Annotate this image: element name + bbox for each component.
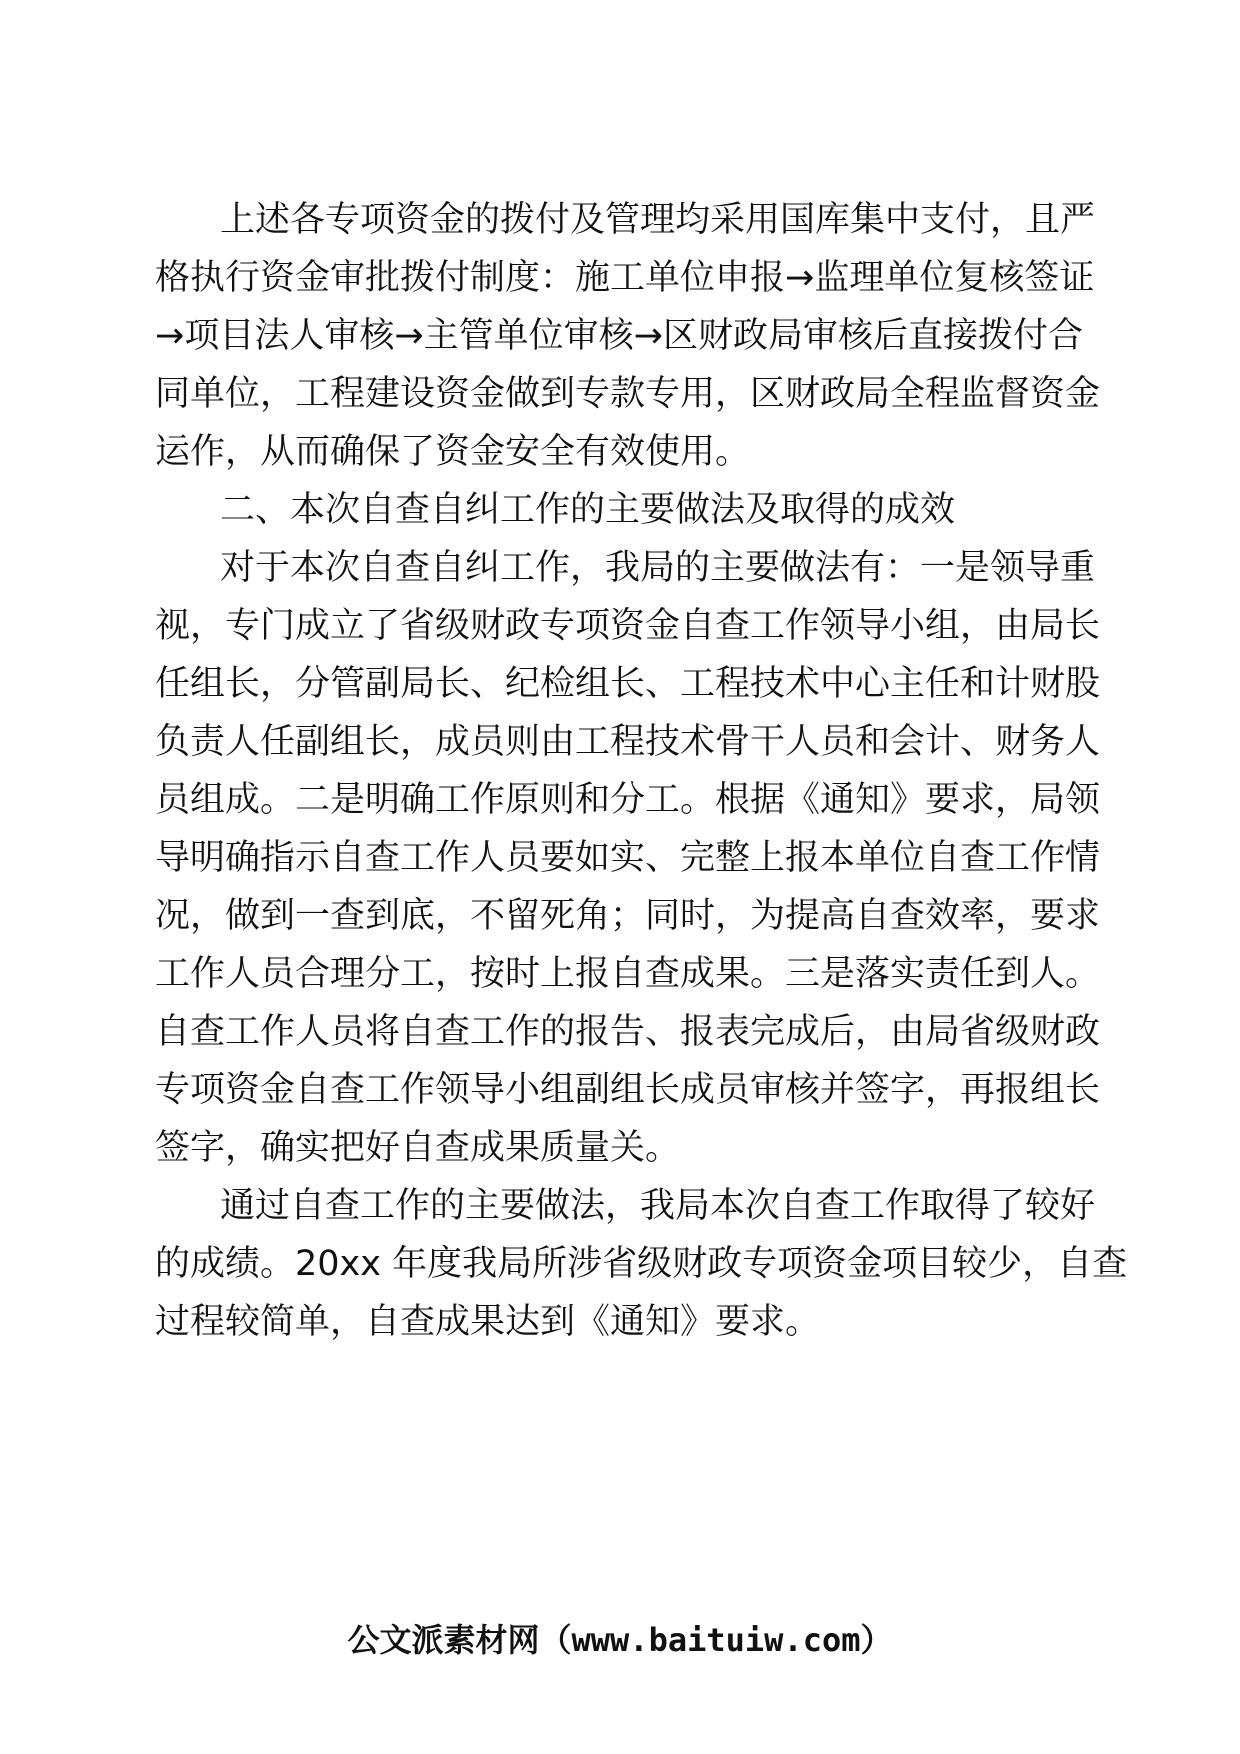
paragraph-3-line-3: 过程较简单，自查成果达到《通知》要求。 [155,1302,821,1342]
paragraph-3-line-1: 通过自查工作的主要做法，我局本次自查工作取得了较好 [220,1186,1096,1226]
paragraph-2-line-10: 专项资金自查工作领导小组副组长成员审核并签字，再报组长 [155,1070,1101,1110]
paragraph-1-line-1: 上述各专项资金的拨付及管理均采用国库集中支付，且严 [220,200,1096,240]
paragraph-2-line-9: 自查工作人员将自查工作的报告、报表完成后，由局省级财政 [155,1012,1101,1052]
section-heading: 二、本次自查自纠工作的主要做法及取得的成效 [220,490,956,530]
paragraph-1-line-4: 同单位，工程建设资金做到专款专用，区财政局全程监督资金 [155,374,1101,414]
paragraph-2-line-8: 工作人员合理分工，按时上报自查成果。三是落实责任到人。 [155,954,1101,994]
page-footer [0,1618,1240,1662]
paragraph-2-line-2: 视，专门成立了省级财政专项资金自查工作领导小组，由局长 [155,606,1101,646]
paragraph-2-line-3: 任组长，分管副局长、纪检组长、工程技术中心主任和计财股 [155,664,1101,704]
footer-site-name: 公文派素材网 [347,1621,540,1659]
footer-url[interactable]: （www.baituiw.com） [539,1621,893,1659]
paragraph-2-line-11: 签字，确实把好自查成果质量关。 [155,1128,681,1168]
paragraph-3-line-2: 的成绩。20xx 年度我局所涉省级财政专项资金项目较少，自查 [155,1244,1128,1284]
paragraph-2-line-5: 员组成。二是明确工作原则和分工。根据《通知》要求，局领 [155,780,1101,820]
paragraph-1-line-3: →项目法人审核→主管单位审核→区财政局审核后直接拨付合 [155,316,1083,356]
paragraph-1-line-2: 格执行资金审批拨付制度：施工单位申报→监理单位复核签证 [155,258,1095,298]
paragraph-2-line-7: 况，做到一查到底，不留死角；同时，为提高自查效率，要求 [155,896,1101,936]
paragraph-2-line-1: 对于本次自查自纠工作，我局的主要做法有：一是领导重 [220,548,1096,588]
paragraph-2-line-6: 导明确指示自查工作人员要如实、完整上报本单位自查工作情 [155,838,1101,878]
paragraph-2-line-4: 负责人任副组长，成员则由工程技术骨干人员和会计、财务人 [155,722,1101,762]
paragraph-1-line-5: 运作，从而确保了资金安全有效使用。 [155,432,751,472]
